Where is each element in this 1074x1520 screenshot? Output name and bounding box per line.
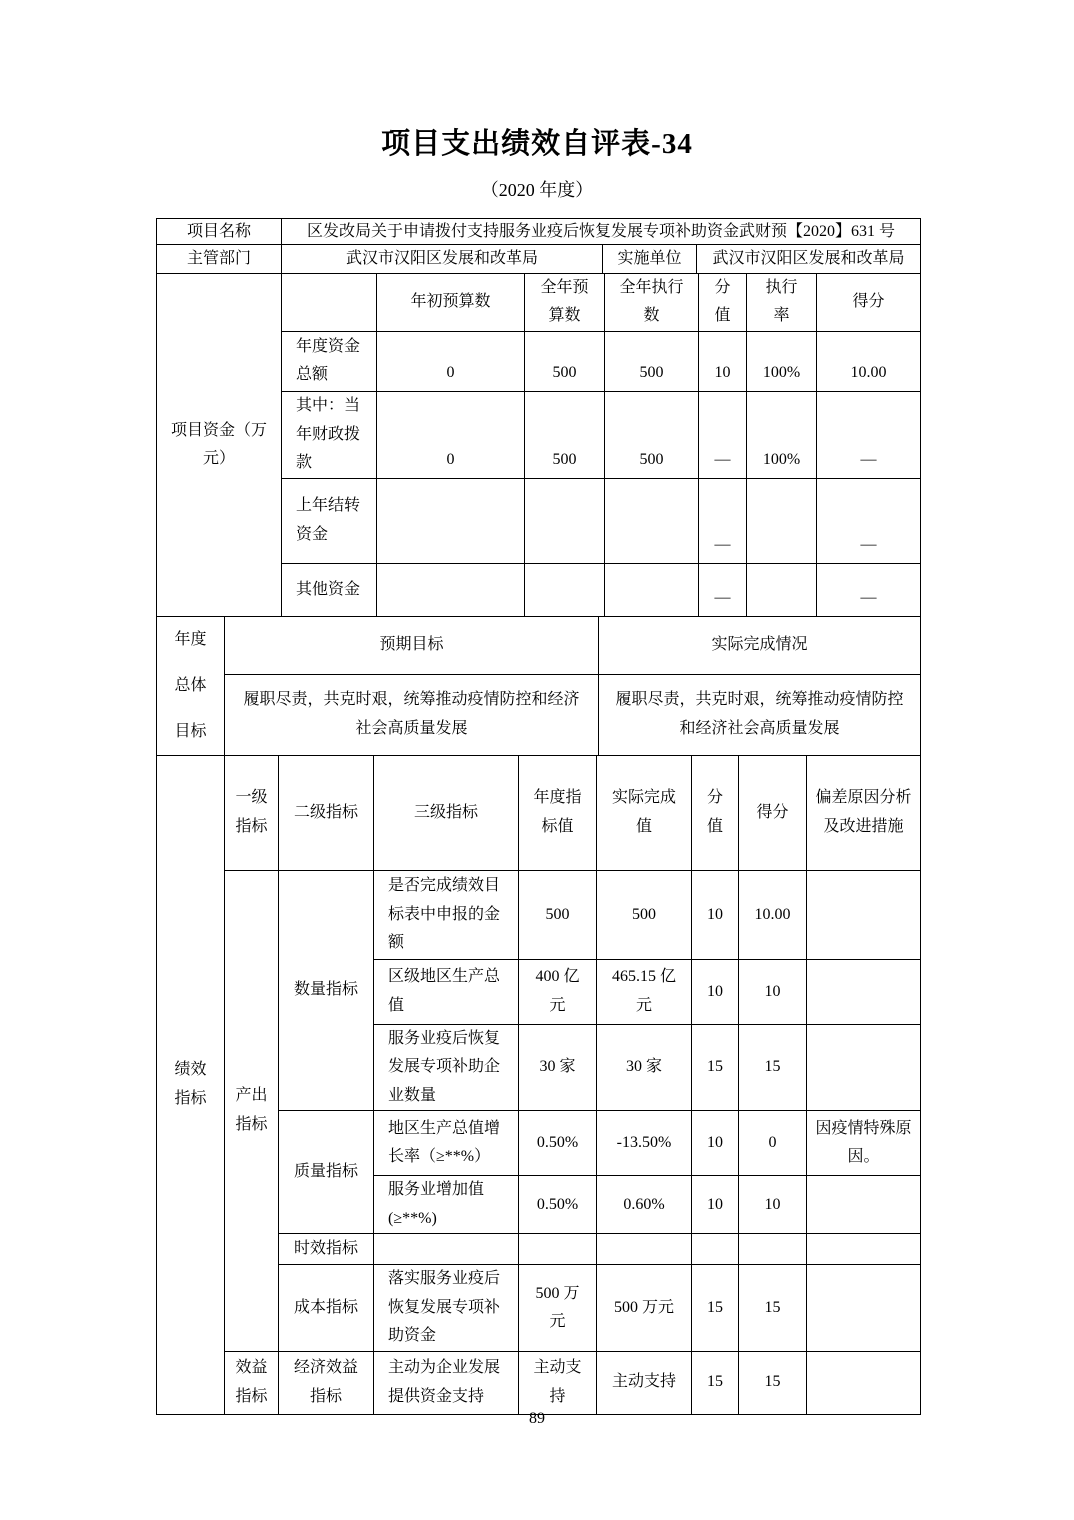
funds-row-label: 年度资金总额: [282, 331, 377, 391]
score-cell: 15: [739, 1024, 807, 1110]
deviation-cell: [807, 959, 921, 1024]
col-header-target: 年度指标值: [519, 755, 597, 870]
target-cell: 30 家: [519, 1024, 597, 1110]
target-cell: 500: [519, 870, 597, 959]
l3-cell: 服务业疫后恢复发展专项补助企业数量: [374, 1024, 519, 1110]
annual-budget-cell: 500: [525, 391, 605, 478]
col-header-weight: 分值: [692, 755, 739, 870]
deviation-cell: [807, 1024, 921, 1110]
annual-goal-table: [156, 616, 921, 756]
initial-budget-cell: 0: [377, 391, 525, 478]
target-cell: 0.50%: [519, 1176, 597, 1234]
funds-section-label: 项目资金（万元）: [157, 274, 282, 617]
l3-cell: 区级地区生产总值: [374, 959, 519, 1024]
deviation-cell: [807, 1351, 921, 1414]
score-cell: —: [817, 563, 921, 616]
l3-cell: 落实服务业疫后恢复发展专项补助资金: [374, 1265, 519, 1351]
target-cell: [519, 1234, 597, 1265]
l2-quantity-label: 数量指标: [279, 870, 374, 1110]
funds-row-label: 上年结转资金: [282, 478, 377, 563]
l3-cell: [374, 1234, 519, 1265]
impl-value: 武汉市汉阳区发展和改革局: [697, 245, 921, 274]
goal-header-row: [157, 616, 921, 674]
goal-content-row: [157, 674, 921, 755]
indicators-header-row: [157, 755, 921, 870]
funds-table: [156, 273, 921, 617]
annual-budget-cell: [525, 478, 605, 563]
info-table: [156, 218, 921, 274]
weight-cell: [692, 1234, 739, 1265]
actual-cell: 0.60%: [597, 1176, 692, 1234]
score-cell: 15: [739, 1265, 807, 1351]
score-cell: 10.00: [817, 331, 921, 391]
initial-budget-cell: [377, 478, 525, 563]
l2-economic-label: 经济效益指标: [279, 1351, 374, 1414]
score-cell: [739, 1234, 807, 1265]
exec-rate-cell: 100%: [747, 391, 817, 478]
initial-budget-cell: [377, 563, 525, 616]
funds-row-label: 其中：当年财政拨款: [282, 391, 377, 478]
l3-cell: 是否完成绩效目标表中申报的金额: [374, 870, 519, 959]
col-header-l1: 一级指标: [225, 755, 279, 870]
indicator-row: [157, 870, 921, 959]
departments-row: [157, 245, 921, 274]
deviation-cell: [807, 1176, 921, 1234]
annual-exec-cell: 500: [605, 331, 699, 391]
weight-cell: 10: [692, 1176, 739, 1234]
exec-rate-cell: 100%: [747, 331, 817, 391]
deviation-cell: [807, 870, 921, 959]
funds-row-label: 其他资金: [282, 563, 377, 616]
indicators-table: [156, 755, 921, 1415]
indicators-section-label: 绩效指标: [157, 755, 225, 1414]
annual-budget-cell: [525, 563, 605, 616]
actual-cell: 465.15 亿元: [597, 959, 692, 1024]
expected-goal-header: 预期目标: [225, 616, 599, 674]
project-name-label: 项目名称: [157, 219, 282, 245]
actual-cell: 主动支持: [597, 1351, 692, 1414]
goal-section-label: 年度总体目标: [157, 616, 225, 755]
doc-subtitle: （2020 年度）: [480, 180, 594, 200]
l1-benefit-label: 效益指标: [225, 1351, 279, 1414]
weight-cell: —: [699, 563, 747, 616]
weight-cell: 10: [699, 331, 747, 391]
col-header-l3: 三级指标: [374, 755, 519, 870]
score-cell: —: [817, 391, 921, 478]
funds-col-annual-exec: 全年执行数: [605, 274, 699, 332]
expected-goal-text: 履职尽责，共克时艰，统筹推动疫情防控和经济社会高质量发展: [225, 674, 599, 755]
funds-col-score: 得分: [817, 274, 921, 332]
actual-cell: [597, 1234, 692, 1265]
annual-budget-cell: 500: [525, 331, 605, 391]
funds-col-annual-budget: 全年预算数: [525, 274, 605, 332]
indicator-row: [157, 1351, 921, 1414]
deviation-cell: [807, 1265, 921, 1351]
l3-cell: 服务业增加值(≥**%): [374, 1176, 519, 1234]
score-cell: 0: [739, 1111, 807, 1176]
l1-output-label: 产出指标: [225, 870, 279, 1351]
l3-cell: 地区生产总值增长率（≥**%）: [374, 1111, 519, 1176]
target-cell: 主动支持: [519, 1351, 597, 1414]
col-header-l2: 二级指标: [279, 755, 374, 870]
actual-cell: 500 万元: [597, 1265, 692, 1351]
weight-cell: 10: [692, 959, 739, 1024]
funds-col-weight: 分值: [699, 274, 747, 332]
actual-goal-text: 履职尽责，共克时艰，统筹推动疫情防控和经济社会高质量发展: [599, 674, 921, 755]
funds-col-initial-budget: 年初预算数: [377, 274, 525, 332]
funds-header-row: [157, 274, 921, 332]
funds-header-empty-cell: [282, 274, 377, 332]
col-header-deviation: 偏差原因分析及改进措施: [807, 755, 921, 870]
score-cell: 10.00: [739, 870, 807, 959]
target-cell: 0.50%: [519, 1111, 597, 1176]
annual-exec-cell: [605, 563, 699, 616]
l2-timeliness-label: 时效指标: [279, 1234, 374, 1265]
score-cell: 10: [739, 1176, 807, 1234]
score-cell: —: [817, 478, 921, 563]
score-cell: 10: [739, 959, 807, 1024]
weight-cell: —: [699, 391, 747, 478]
weight-cell: 10: [692, 1111, 739, 1176]
annual-exec-cell: 500: [605, 391, 699, 478]
actual-cell: 30 家: [597, 1024, 692, 1110]
dept-value: 武汉市汉阳区发展和改革局: [282, 245, 603, 274]
l3-cell: 主动为企业发展提供资金支持: [374, 1351, 519, 1414]
page-number: 89: [529, 1410, 545, 1427]
weight-cell: 15: [692, 1024, 739, 1110]
weight-cell: 10: [692, 870, 739, 959]
project-name-value: 区发改局关于申请拨付支持服务业疫后恢复发展专项补助资金武财预【2020】631 号: [282, 219, 921, 245]
deviation-cell: [807, 1234, 921, 1265]
l2-quality-label: 质量指标: [279, 1111, 374, 1234]
col-header-score: 得分: [739, 755, 807, 870]
funds-col-exec-rate: 执行率: [747, 274, 817, 332]
target-cell: 400 亿元: [519, 959, 597, 1024]
deviation-cell: 因疫情特殊原因。: [807, 1111, 921, 1176]
project-name-row: [157, 219, 921, 245]
l2-cost-label: 成本指标: [279, 1265, 374, 1351]
target-cell: 500 万元: [519, 1265, 597, 1351]
dept-label: 主管部门: [157, 245, 282, 274]
doc-title: 项目支出绩效自评表-34: [381, 128, 693, 160]
score-cell: 15: [739, 1351, 807, 1414]
exec-rate-cell: [747, 563, 817, 616]
exec-rate-cell: [747, 478, 817, 563]
actual-cell: -13.50%: [597, 1111, 692, 1176]
initial-budget-cell: 0: [377, 331, 525, 391]
weight-cell: —: [699, 478, 747, 563]
weight-cell: 15: [692, 1265, 739, 1351]
actual-goal-header: 实际完成情况: [599, 616, 921, 674]
weight-cell: 15: [692, 1351, 739, 1414]
annual-exec-cell: [605, 478, 699, 563]
impl-label: 实施单位: [603, 245, 697, 274]
actual-cell: 500: [597, 870, 692, 959]
col-header-actual: 实际完成值: [597, 755, 692, 870]
